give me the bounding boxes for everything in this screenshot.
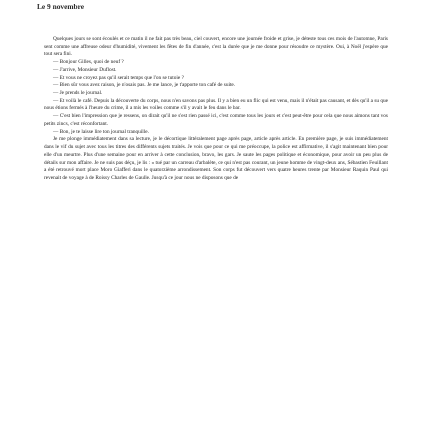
dialogue-line: — Et vous ne croyez pas qu'il serait temps que l'on se tutoie ? — [53, 74, 184, 81]
dialogue-line: — J'arrive, Monsieur Duflost. — [53, 66, 117, 73]
dialogue-line: — Bonjour Gilles, quoi de neuf ? — [53, 59, 124, 66]
dialogue-line: — Bon, je te laisse lire ton journal tranquille. — [53, 128, 149, 135]
paragraph-newspaper: Je me plonge immédiatement dans sa lecture, je le décortique littéralement page après page, article après article. En première page, je suis immédiatement dans le vif du sujet avec tous les titres des différents sujets traités. Je vois que pour ce qui me préoccupe, la police est affirmative, il s'agit maintenant bien pour elle d'un meurtre. Plus d'une semaine pour en arriver à cette conclusion, bravo, les gars. Je saute les pages politique et économique, pour avoir un peu plus de détails sur mon affaire. Je ne suis pas déçu, je lis : « tué par un carreau d'arbalète, ce qui n'est pas courant, un jeune homme de vingt-deux ans, Sébastien Feuillant a été retrouvé mort place Moro Giafferi dans le quatorzième arrondissement. Son corps fut découvert vers quatre heures trente par Monsieur Raquin Paul qui revenait de voyage à de Roissy Charles de Gaulle. Jusqu'à ce jour nous ne disposons que de — [44, 136, 388, 181]
paragraph-intro: Quelques jours se sont écoulés et ce matin il ne fait pas très beau, ciel couvert, encore une journée froide et grise, je déteste tous ces mois de l'automne, Paris sent comme une affreuse odeur d'humidité, vivement les fêtes de fin d'année, c'est la durée que je me donne pour résoudre ce mystère. Oui, à Noël j'espère que tout sera fini. — [44, 36, 388, 58]
page-body — [44, 36, 388, 183]
dialogue-line: — C'est bien l'impression que je ressens, on dirait qu'il ne s'est rien passé ici, c'est comme tous les jours et c'est peut-être pour cela que nous aimons tant vos petits zincs, c'est réconfortant. — [44, 113, 388, 127]
dialogue-line: — Je prends le journal. — [53, 90, 103, 97]
dialogue-line: — Bien sûr vous avez raison, je n'osais pas. Je me lance, je t'apporte ton café de suite. — [53, 82, 236, 89]
running-title: Le 9 novembre — [37, 2, 85, 11]
page-header — [0, 0, 433, 22]
dialogue-line: — Et voilà le café. Depuis la découverte du corps, nous n'en savons pas plus. Il y a bien eu un flic qui est venu, mais il n'était pas causant, et dès qu'il a su que nous étions fermés à l'heure du crime, il a mis les voiles comme s'il y avait le feu dans le bar. — [44, 97, 389, 112]
